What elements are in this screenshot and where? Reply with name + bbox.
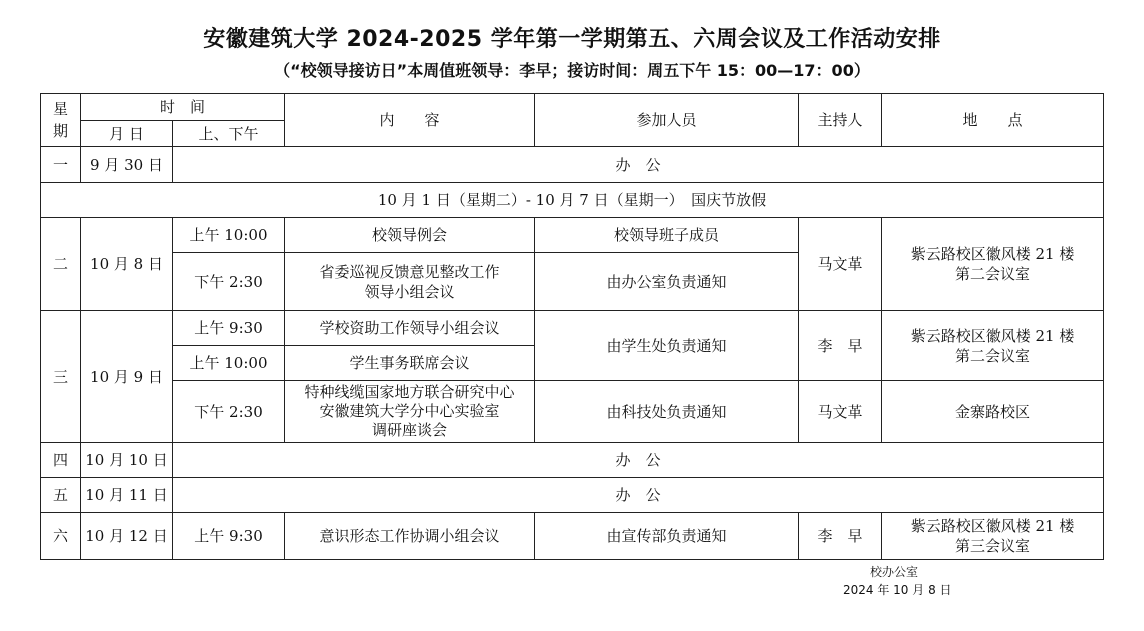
date-cell: 10 月 12 日 xyxy=(81,513,173,560)
date-cell: 10 月 8 日 xyxy=(81,218,173,311)
table-row xyxy=(41,478,1104,513)
weekday-cell: 二 xyxy=(41,218,81,311)
table-row xyxy=(41,311,1104,346)
office-cell: 办 公 xyxy=(173,478,1104,513)
table-row xyxy=(41,381,1104,443)
content-cell: 特种线缆国家地方联合研究中心 安徽建筑大学分中心实验室 调研座谈会 xyxy=(285,381,535,443)
header-participants: 参加人员 xyxy=(535,94,799,147)
table-row xyxy=(41,513,1104,560)
weekday-cell: 三 xyxy=(41,311,81,443)
time-cell: 上午 9:30 xyxy=(173,513,285,560)
header-content: 内 容 xyxy=(285,94,535,147)
date-cell: 10 月 9 日 xyxy=(81,311,173,443)
header-ampm: 上、下午 xyxy=(173,121,285,147)
date-cell: 10 月 11 日 xyxy=(81,478,173,513)
page-title: 安徽建筑大学 2024-2025 学年第一学期第五、六周会议及工作活动安排 xyxy=(203,27,941,52)
holiday-cell: 10 月 1 日（星期二）- 10 月 7 日（星期一） 国庆节放假 xyxy=(41,183,1104,218)
schedule-table xyxy=(40,93,1104,560)
participants-cell: 由宣传部负责通知 xyxy=(535,513,799,560)
host-cell: 李 早 xyxy=(799,311,882,381)
time-cell: 上午 9:30 xyxy=(173,311,285,346)
participants-cell: 由办公室负责通知 xyxy=(535,253,799,311)
location-cell: 金寨路校区 xyxy=(882,381,1104,443)
time-cell: 上午 10:00 xyxy=(173,346,285,381)
footer-date: 2024 年 10 月 8 日 xyxy=(843,583,952,597)
header-location: 地 点 xyxy=(882,94,1104,147)
header-time: 时 间 xyxy=(81,94,285,121)
location-cell: 紫云路校区徽风楼 21 楼 第三会议室 xyxy=(882,513,1104,560)
header-row xyxy=(41,94,1104,121)
date-cell: 10 月 10 日 xyxy=(81,443,173,478)
host-cell: 马文革 xyxy=(799,218,882,311)
host-cell: 马文革 xyxy=(799,381,882,443)
location-cell: 紫云路校区徽风楼 21 楼 第二会议室 xyxy=(882,218,1104,311)
participants-cell: 由科技处负责通知 xyxy=(535,381,799,443)
table-row xyxy=(41,443,1104,478)
table-row xyxy=(41,147,1104,183)
content-cell: 学生事务联席会议 xyxy=(285,346,535,381)
page-subtitle: （“校领导接访日”本周值班领导：李早；接访时间：周五下午 15：00—17：00） xyxy=(274,61,870,80)
content-cell: 校领导例会 xyxy=(285,218,535,253)
content-cell: 学校资助工作领导小组会议 xyxy=(285,311,535,346)
footer-office: 校办公室 xyxy=(870,565,919,579)
weekday-cell: 六 xyxy=(41,513,81,560)
time-cell: 上午 10:00 xyxy=(173,218,285,253)
header-date: 月 日 xyxy=(81,121,173,147)
header-weekday: 星 期 xyxy=(41,94,81,147)
host-cell: 李 早 xyxy=(799,513,882,560)
weekday-cell: 五 xyxy=(41,478,81,513)
office-cell: 办 公 xyxy=(173,147,1104,183)
holiday-row xyxy=(41,183,1104,218)
office-cell: 办 公 xyxy=(173,443,1104,478)
time-cell: 下午 2:30 xyxy=(173,381,285,443)
weekday-cell: 四 xyxy=(41,443,81,478)
content-cell: 省委巡视反馈意见整改工作 领导小组会议 xyxy=(285,253,535,311)
content-cell: 意识形态工作协调小组会议 xyxy=(285,513,535,560)
time-cell: 下午 2:30 xyxy=(173,253,285,311)
location-cell: 紫云路校区徽风楼 21 楼 第二会议室 xyxy=(882,311,1104,381)
participants-cell: 由学生处负责通知 xyxy=(535,311,799,381)
table-row xyxy=(41,218,1104,253)
header-host: 主持人 xyxy=(799,94,882,147)
weekday-cell: 一 xyxy=(41,147,81,183)
date-cell: 9 月 30 日 xyxy=(81,147,173,183)
participants-cell: 校领导班子成员 xyxy=(535,218,799,253)
